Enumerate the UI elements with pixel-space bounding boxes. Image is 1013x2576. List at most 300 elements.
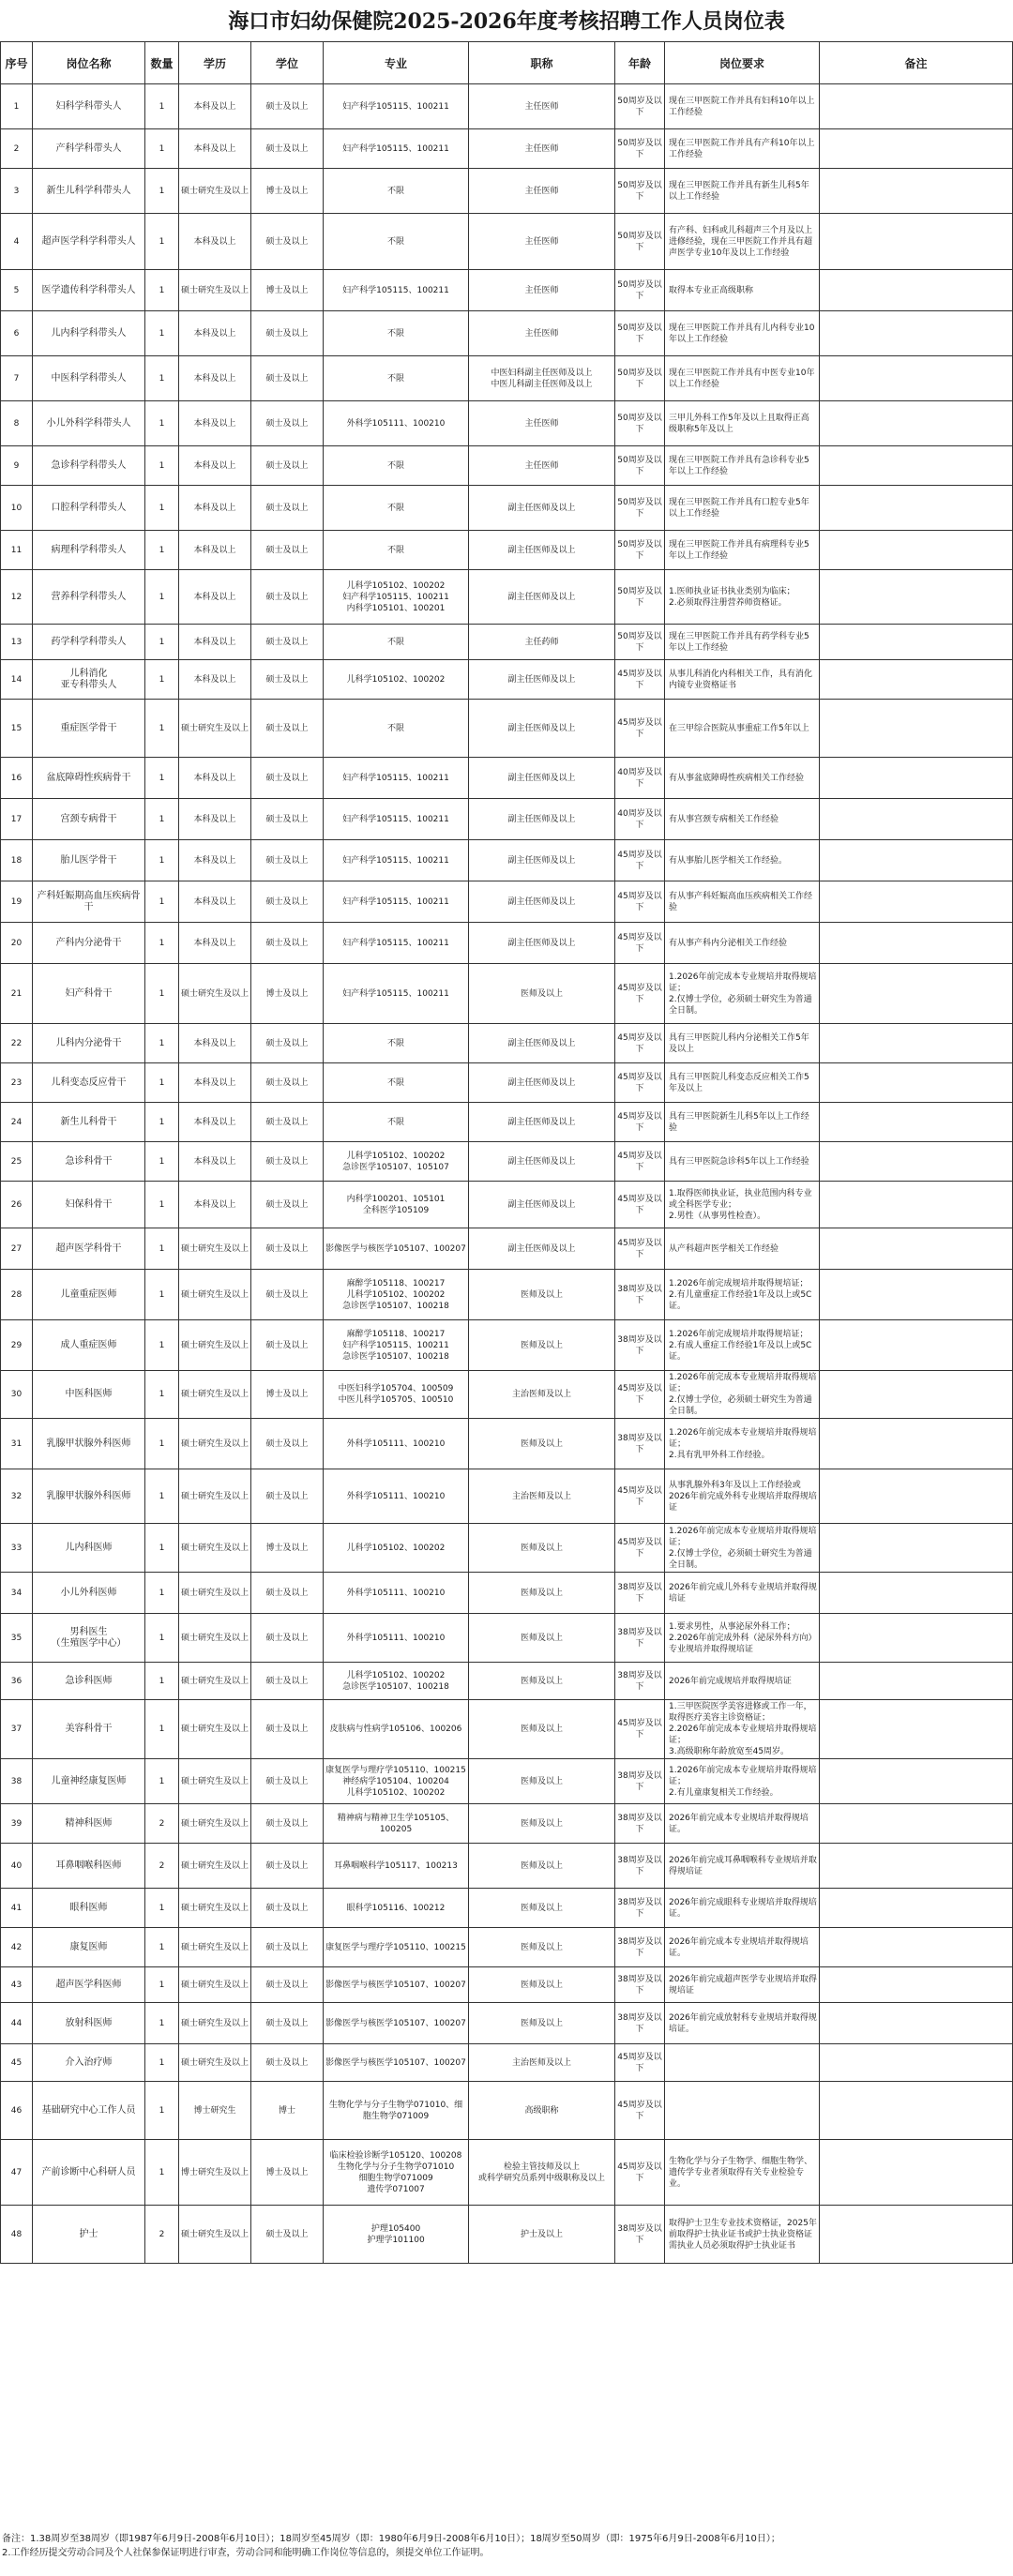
cell-major: 康复医学与理疗学105110、100215 <box>324 1928 469 1967</box>
cell-age: 45周岁及以下 <box>615 1182 665 1228</box>
cell-count: 1 <box>145 446 179 486</box>
cell-major: 护理105400 护理学101100 <box>324 2206 469 2264</box>
cell-age: 38周岁及以下 <box>615 1614 665 1663</box>
cell-age: 50周岁及以下 <box>615 270 665 311</box>
cell-degree: 硕士及以上 <box>251 1142 324 1182</box>
cell-age: 38周岁及以下 <box>615 1844 665 1889</box>
cell-post: 放射科医师 <box>33 2003 145 2044</box>
cell-index: 7 <box>1 356 33 401</box>
cell-major: 不限 <box>324 1103 469 1142</box>
cell-remark <box>820 84 1013 129</box>
cell-degree: 硕士及以上 <box>251 446 324 486</box>
cell-education: 本科及以上 <box>179 758 251 799</box>
cell-remark <box>820 923 1013 964</box>
table-row <box>1 401 1013 446</box>
cell-requirement: 2026年前完成规培并取得规培证 <box>665 1663 820 1700</box>
cell-degree: 硕士及以上 <box>251 2206 324 2264</box>
cell-title-rank: 高级职称 <box>469 2082 615 2140</box>
cell-count: 1 <box>145 881 179 923</box>
cell-post: 宫颈专病骨干 <box>33 799 145 840</box>
cell-post: 急诊科骨干 <box>33 1142 145 1182</box>
table-row <box>1 1804 1013 1844</box>
cell-index: 27 <box>1 1228 33 1270</box>
cell-education: 硕士研究生及以上 <box>179 1844 251 1889</box>
cell-degree: 硕士及以上 <box>251 1103 324 1142</box>
cell-remark <box>820 1967 1013 2003</box>
cell-degree: 硕士及以上 <box>251 2044 324 2082</box>
cell-index: 40 <box>1 1844 33 1889</box>
cell-count: 2 <box>145 1804 179 1844</box>
cell-age: 50周岁及以下 <box>615 311 665 356</box>
cell-degree: 硕士及以上 <box>251 1270 324 1320</box>
cell-title-rank: 主治医师及以上 <box>469 1469 615 1524</box>
cell-remark <box>820 1889 1013 1928</box>
table-row <box>1 1663 1013 1700</box>
cell-post: 营养科学科带头人 <box>33 570 145 625</box>
table-row <box>1 660 1013 700</box>
cell-education: 本科及以上 <box>179 660 251 700</box>
cell-age: 38周岁及以下 <box>615 1928 665 1967</box>
cell-title-rank: 医师及以上 <box>469 1967 615 2003</box>
cell-count: 1 <box>145 1371 179 1419</box>
cell-age: 50周岁及以下 <box>615 625 665 660</box>
cell-degree: 硕士及以上 <box>251 2003 324 2044</box>
cell-degree: 硕士及以上 <box>251 660 324 700</box>
cell-index: 42 <box>1 1928 33 1967</box>
cell-major: 儿科学105102、100202 <box>324 1524 469 1573</box>
cell-count: 1 <box>145 1182 179 1228</box>
cell-degree: 硕士及以上 <box>251 1063 324 1103</box>
cell-age: 50周岁及以下 <box>615 486 665 531</box>
cell-major: 生物化学与分子生物学071010、细胞生物学071009 <box>324 2082 469 2140</box>
cell-age: 45周岁及以下 <box>615 700 665 758</box>
cell-requirement: 1.2026年前完成规培并取得规培证； 2.有儿童重症工作经验1年及以上或5C证。 <box>665 1270 820 1320</box>
cell-count: 1 <box>145 1024 179 1063</box>
cell-degree: 硕士及以上 <box>251 1573 324 1614</box>
cell-remark <box>820 1103 1013 1142</box>
cell-remark <box>820 1270 1013 1320</box>
cell-index: 21 <box>1 964 33 1024</box>
cell-age: 45周岁及以下 <box>615 660 665 700</box>
cell-index: 38 <box>1 1759 33 1804</box>
cell-title-rank: 副主任医师及以上 <box>469 531 615 570</box>
cell-remark <box>820 1804 1013 1844</box>
cell-degree: 硕士及以上 <box>251 1614 324 1663</box>
cell-education: 硕士研究生及以上 <box>179 1228 251 1270</box>
cell-age: 45周岁及以下 <box>615 1142 665 1182</box>
cell-remark <box>820 446 1013 486</box>
cell-degree: 硕士及以上 <box>251 84 324 129</box>
cell-requirement: 1.要求男性，从事泌尿外科工作； 2.2026年前完成外科（泌尿外科方向）专业规培并取得规培证 <box>665 1614 820 1663</box>
cell-remark <box>820 129 1013 169</box>
table-row <box>1 2044 1013 2082</box>
cell-age: 40周岁及以下 <box>615 799 665 840</box>
cell-requirement: 具有三甲医院新生儿科5年以上工作经验 <box>665 1103 820 1142</box>
cell-remark <box>820 401 1013 446</box>
table-row <box>1 1889 1013 1928</box>
cell-title-rank: 主任医师 <box>469 401 615 446</box>
cell-requirement: 现在三甲医院工作并具有病理科专业5年以上工作经验 <box>665 531 820 570</box>
cell-post: 超声医学科学科带头人 <box>33 214 145 270</box>
cell-index: 35 <box>1 1614 33 1663</box>
cell-age: 38周岁及以下 <box>615 2003 665 2044</box>
cell-age: 50周岁及以下 <box>615 570 665 625</box>
cell-education: 硕士研究生及以上 <box>179 2003 251 2044</box>
cell-remark <box>820 1614 1013 1663</box>
cell-education: 本科及以上 <box>179 923 251 964</box>
cell-education: 硕士研究生及以上 <box>179 1419 251 1469</box>
cell-remark <box>820 881 1013 923</box>
cell-count: 1 <box>145 270 179 311</box>
cell-education: 硕士研究生及以上 <box>179 1889 251 1928</box>
cell-title-rank: 副主任医师及以上 <box>469 1142 615 1182</box>
cell-education: 本科及以上 <box>179 311 251 356</box>
cell-post: 新生儿科学科带头人 <box>33 169 145 214</box>
cell-index: 43 <box>1 1967 33 2003</box>
cell-index: 30 <box>1 1371 33 1419</box>
table-row <box>1 1182 1013 1228</box>
cell-education: 本科及以上 <box>179 840 251 881</box>
cell-education: 硕士研究生及以上 <box>179 1371 251 1419</box>
cell-remark <box>820 840 1013 881</box>
cell-post: 超声医学科医师 <box>33 1967 145 2003</box>
cell-index: 34 <box>1 1573 33 1614</box>
cell-education: 硕士研究生及以上 <box>179 270 251 311</box>
cell-major: 妇产科学105115、100211 <box>324 799 469 840</box>
cell-count: 1 <box>145 1142 179 1182</box>
cell-count: 1 <box>145 1419 179 1469</box>
cell-major: 精神病与精神卫生学105105、100205 <box>324 1804 469 1844</box>
table-header <box>1 42 1013 84</box>
cell-education: 硕士研究生及以上 <box>179 1663 251 1700</box>
cell-requirement: 取得本专业正高级职称 <box>665 270 820 311</box>
cell-degree: 硕士及以上 <box>251 311 324 356</box>
cell-age: 45周岁及以下 <box>615 1700 665 1759</box>
cell-post: 儿童重症医师 <box>33 1270 145 1320</box>
cell-requirement: 1.医师执业证书执业类别为临床； 2.必须取得注册营养师资格证。 <box>665 570 820 625</box>
cell-requirement: 三甲儿外科工作5年及以上且取得正高级职称5年及以上 <box>665 401 820 446</box>
cell-post: 儿内科医师 <box>33 1524 145 1573</box>
cell-count: 1 <box>145 758 179 799</box>
cell-degree: 硕士及以上 <box>251 923 324 964</box>
cell-age: 45周岁及以下 <box>615 1103 665 1142</box>
cell-post: 超声医学科骨干 <box>33 1228 145 1270</box>
cell-degree: 硕士及以上 <box>251 1759 324 1804</box>
cell-title-rank: 主任医师 <box>469 169 615 214</box>
cell-index: 31 <box>1 1419 33 1469</box>
table-row <box>1 1270 1013 1320</box>
cell-major: 外科学105111、100210 <box>324 401 469 446</box>
cell-index: 46 <box>1 2082 33 2140</box>
cell-degree: 硕士及以上 <box>251 1928 324 1967</box>
cell-major: 妇产科学105115、100211 <box>324 129 469 169</box>
cell-index: 17 <box>1 799 33 840</box>
cell-degree: 硕士及以上 <box>251 356 324 401</box>
cell-requirement: 从事乳腺外科3年及以上工作经验或2026年前完成外科专业规培并取得规培证 <box>665 1469 820 1524</box>
cell-education: 本科及以上 <box>179 1024 251 1063</box>
cell-title-rank: 副主任医师及以上 <box>469 923 615 964</box>
cell-requirement: 有从事盆底障碍性疾病相关工作经验 <box>665 758 820 799</box>
cell-remark <box>820 2140 1013 2206</box>
cell-requirement: 现在三甲医院工作并具有急诊科专业5年以上工作经验 <box>665 446 820 486</box>
cell-major: 外科学105111、100210 <box>324 1573 469 1614</box>
cell-count: 1 <box>145 964 179 1024</box>
cell-degree: 硕士及以上 <box>251 881 324 923</box>
cell-title-rank: 副主任医师及以上 <box>469 1228 615 1270</box>
cell-count: 1 <box>145 214 179 270</box>
cell-title-rank: 副主任医师及以上 <box>469 758 615 799</box>
cell-education: 硕士研究生及以上 <box>179 1320 251 1371</box>
cell-post: 产科妊娠期高血压疾病骨干 <box>33 881 145 923</box>
cell-post: 医学遗传科学科带头人 <box>33 270 145 311</box>
cell-requirement: 1.2026年前完成本专业规培并取得规培证； 2.仅博士学位，必须硕士研究生为普通全日制。 <box>665 964 820 1024</box>
cell-index: 41 <box>1 1889 33 1928</box>
cell-remark <box>820 486 1013 531</box>
cell-count: 1 <box>145 2082 179 2140</box>
cell-index: 12 <box>1 570 33 625</box>
cell-title-rank: 副主任医师及以上 <box>469 1103 615 1142</box>
cell-degree: 硕士及以上 <box>251 1844 324 1889</box>
cell-title-rank: 主治医师及以上 <box>469 1371 615 1419</box>
cell-remark <box>820 1469 1013 1524</box>
cell-count: 1 <box>145 1889 179 1928</box>
cell-count: 1 <box>145 2140 179 2206</box>
cell-requirement: 1.2026年前完成规培并取得规培证； 2.有成人重症工作经验1年及以上或5C证。 <box>665 1320 820 1371</box>
cell-major: 妇产科学105115、100211 <box>324 923 469 964</box>
cell-education: 硕士研究生及以上 <box>179 1928 251 1967</box>
cell-count: 1 <box>145 625 179 660</box>
table-row <box>1 1614 1013 1663</box>
cell-title-rank: 主任医师 <box>469 311 615 356</box>
cell-count: 1 <box>145 840 179 881</box>
cell-remark <box>820 758 1013 799</box>
cell-count: 1 <box>145 570 179 625</box>
cell-age: 45周岁及以下 <box>615 964 665 1024</box>
cell-count: 1 <box>145 1103 179 1142</box>
cell-degree: 硕士及以上 <box>251 129 324 169</box>
cell-education: 硕士研究生及以上 <box>179 1967 251 2003</box>
cell-major: 不限 <box>324 700 469 758</box>
cell-age: 38周岁及以下 <box>615 1804 665 1844</box>
cell-index: 18 <box>1 840 33 881</box>
cell-degree: 硕士及以上 <box>251 570 324 625</box>
cell-age: 45周岁及以下 <box>615 840 665 881</box>
table-row <box>1 1759 1013 1804</box>
cell-requirement: 生物化学与分子生物学、细胞生物学、遗传学专业者须取得有关专业检验专业。 <box>665 2140 820 2206</box>
cell-education: 硕士研究生及以上 <box>179 2044 251 2082</box>
cell-degree: 硕士及以上 <box>251 625 324 660</box>
cell-remark <box>820 570 1013 625</box>
table-row <box>1 214 1013 270</box>
cell-title-rank: 医师及以上 <box>469 964 615 1024</box>
cell-major: 不限 <box>324 486 469 531</box>
table-row <box>1 486 1013 531</box>
cell-index: 3 <box>1 169 33 214</box>
cell-count: 1 <box>145 660 179 700</box>
cell-age: 45周岁及以下 <box>615 881 665 923</box>
cell-age: 38周岁及以下 <box>615 2206 665 2264</box>
cell-count: 1 <box>145 2044 179 2082</box>
cell-degree: 博士及以上 <box>251 169 324 214</box>
cell-age: 38周岁及以下 <box>615 1889 665 1928</box>
cell-title-rank: 副主任医师及以上 <box>469 1063 615 1103</box>
cell-education: 硕士研究生及以上 <box>179 1614 251 1663</box>
cell-education: 硕士研究生及以上 <box>179 1804 251 1844</box>
cell-requirement: 2026年前完成耳鼻咽喉科专业规培并取得规培证 <box>665 1844 820 1889</box>
cell-education: 本科及以上 <box>179 1103 251 1142</box>
table-row <box>1 2140 1013 2206</box>
cell-post: 妇产科骨干 <box>33 964 145 1024</box>
cell-index: 39 <box>1 1804 33 1844</box>
cell-title-rank: 中医妇科副主任医师及以上 中医儿科副主任医师及以上 <box>469 356 615 401</box>
cell-degree: 硕士及以上 <box>251 1469 324 1524</box>
cell-education: 本科及以上 <box>179 84 251 129</box>
cell-degree: 硕士及以上 <box>251 840 324 881</box>
cell-degree: 硕士及以上 <box>251 1967 324 2003</box>
cell-major: 眼科学105116、100212 <box>324 1889 469 1928</box>
cell-title-rank: 副主任医师及以上 <box>469 881 615 923</box>
cell-major: 妇产科学105115、100211 <box>324 840 469 881</box>
cell-major: 妇产科学105115、100211 <box>324 881 469 923</box>
cell-remark <box>820 1700 1013 1759</box>
cell-remark <box>820 799 1013 840</box>
cell-requirement: 取得护士卫生专业技术资格证，2025年前取得护士执业证书或护士执业资格证需执业人员必须取得护士执业证书 <box>665 2206 820 2264</box>
cell-post: 美容科骨干 <box>33 1700 145 1759</box>
cell-major: 儿科学105102、100202 妇产科学105115、100211 内科学105101、100201 <box>324 570 469 625</box>
table-row <box>1 1524 1013 1573</box>
cell-title-rank: 副主任医师及以上 <box>469 660 615 700</box>
cell-requirement: 在三甲综合医院从事重症工作5年以上 <box>665 700 820 758</box>
cell-requirement: 2026年前完成放射科专业规培并取得规培证。 <box>665 2003 820 2044</box>
cell-title-rank: 医师及以上 <box>469 1573 615 1614</box>
table-row <box>1 1371 1013 1419</box>
cell-degree: 硕士及以上 <box>251 1182 324 1228</box>
cell-index: 4 <box>1 214 33 270</box>
cell-post: 成人重症医师 <box>33 1320 145 1371</box>
cell-count: 1 <box>145 1270 179 1320</box>
cell-age: 38周岁及以下 <box>615 1759 665 1804</box>
cell-remark <box>820 214 1013 270</box>
cell-education: 本科及以上 <box>179 881 251 923</box>
cell-title-rank: 医师及以上 <box>469 1663 615 1700</box>
cell-education: 硕士研究生及以上 <box>179 700 251 758</box>
cell-age: 38周岁及以下 <box>615 1967 665 2003</box>
table-row <box>1 1142 1013 1182</box>
cell-age: 50周岁及以下 <box>615 129 665 169</box>
cell-requirement: 现在三甲医院工作并具有新生儿科5年以上工作经验 <box>665 169 820 214</box>
cell-count: 1 <box>145 1228 179 1270</box>
cell-remark <box>820 1320 1013 1371</box>
cell-count: 1 <box>145 401 179 446</box>
cell-title-rank: 主治医师及以上 <box>469 2044 615 2082</box>
cell-count: 1 <box>145 1614 179 1663</box>
cell-post: 小儿外科医师 <box>33 1573 145 1614</box>
cell-education: 本科及以上 <box>179 625 251 660</box>
cell-major: 耳鼻咽喉科学105117、100213 <box>324 1844 469 1889</box>
cell-index: 8 <box>1 401 33 446</box>
cell-age: 50周岁及以下 <box>615 356 665 401</box>
table-row <box>1 700 1013 758</box>
cell-count: 2 <box>145 1844 179 1889</box>
cell-title-rank: 医师及以上 <box>469 1419 615 1469</box>
cell-index: 20 <box>1 923 33 964</box>
cell-post: 乳腺甲状腺外科医师 <box>33 1419 145 1469</box>
table-row <box>1 311 1013 356</box>
cell-major: 麻醉学105118、100217 妇产科学105115、100211 急诊医学105107、100218 <box>324 1320 469 1371</box>
cell-degree: 硕士及以上 <box>251 758 324 799</box>
cell-degree: 博士及以上 <box>251 2140 324 2206</box>
cell-requirement: 1.2026年前完成本专业规培并取得规培证； 2.仅博士学位，必须硕士研究生为普通全日制。 <box>665 1524 820 1573</box>
cell-post: 产前诊断中心科研人员 <box>33 2140 145 2206</box>
cell-degree: 博士及以上 <box>251 964 324 1024</box>
cell-post: 精神科医师 <box>33 1804 145 1844</box>
cell-title-rank: 副主任医师及以上 <box>469 840 615 881</box>
cell-requirement: 1.三甲医院医学美容进修或工作一年，取得医疗美容主诊资格证； 2.2026年前完成本专业规培并取得规培证； 3.高级职称年龄放宽至45周岁。 <box>665 1700 820 1759</box>
table-row <box>1 881 1013 923</box>
cell-major: 外科学105111、100210 <box>324 1419 469 1469</box>
cell-major: 不限 <box>324 1063 469 1103</box>
table-row <box>1 1320 1013 1371</box>
cell-post: 乳腺甲状腺外科医师 <box>33 1469 145 1524</box>
cell-age: 38周岁及以下 <box>615 1419 665 1469</box>
cell-education: 硕士研究生及以上 <box>179 1524 251 1573</box>
cell-requirement: 2026年前完成本专业规培并取得规培证。 <box>665 1804 820 1844</box>
cell-age: 45周岁及以下 <box>615 1063 665 1103</box>
cell-education: 硕士研究生及以上 <box>179 964 251 1024</box>
table-row <box>1 840 1013 881</box>
cell-major: 内科学100201、105101 全科医学105109 <box>324 1182 469 1228</box>
cell-education: 本科及以上 <box>179 214 251 270</box>
cell-index: 37 <box>1 1700 33 1759</box>
cell-index: 23 <box>1 1063 33 1103</box>
cell-requirement: 有产科、妇科或儿科超声三个月及以上进修经验，现在三甲医院工作并具有超声医学专业10年及以上工作经验 <box>665 214 820 270</box>
cell-title-rank: 主任医师 <box>469 84 615 129</box>
cell-count: 1 <box>145 84 179 129</box>
cell-post: 急诊科医师 <box>33 1663 145 1700</box>
cell-index: 13 <box>1 625 33 660</box>
cell-major: 不限 <box>324 311 469 356</box>
cell-count: 1 <box>145 129 179 169</box>
cell-index: 45 <box>1 2044 33 2082</box>
cell-post: 药学科学科带头人 <box>33 625 145 660</box>
cell-degree: 博士及以上 <box>251 1524 324 1573</box>
cell-degree: 硕士及以上 <box>251 1700 324 1759</box>
cell-major: 不限 <box>324 531 469 570</box>
cell-index: 9 <box>1 446 33 486</box>
table-row <box>1 1700 1013 1759</box>
cell-major: 不限 <box>324 214 469 270</box>
table-row <box>1 625 1013 660</box>
cell-remark <box>820 1063 1013 1103</box>
cell-post: 重症医学骨干 <box>33 700 145 758</box>
cell-index: 24 <box>1 1103 33 1142</box>
header-major: 专业 <box>324 42 469 84</box>
cell-age: 40周岁及以下 <box>615 758 665 799</box>
cell-remark <box>820 700 1013 758</box>
cell-requirement: 现在三甲医院工作并具有口腔专业5年以上工作经验 <box>665 486 820 531</box>
cell-age: 50周岁及以下 <box>615 169 665 214</box>
cell-title-rank: 医师及以上 <box>469 1700 615 1759</box>
table-row <box>1 1469 1013 1524</box>
cell-index: 15 <box>1 700 33 758</box>
cell-post: 妇科学科带头人 <box>33 84 145 129</box>
cell-index: 48 <box>1 2206 33 2264</box>
table-row <box>1 2082 1013 2140</box>
cell-title-rank: 医师及以上 <box>469 1759 615 1804</box>
table-row <box>1 531 1013 570</box>
cell-post: 儿科内分泌骨干 <box>33 1024 145 1063</box>
table-row <box>1 923 1013 964</box>
